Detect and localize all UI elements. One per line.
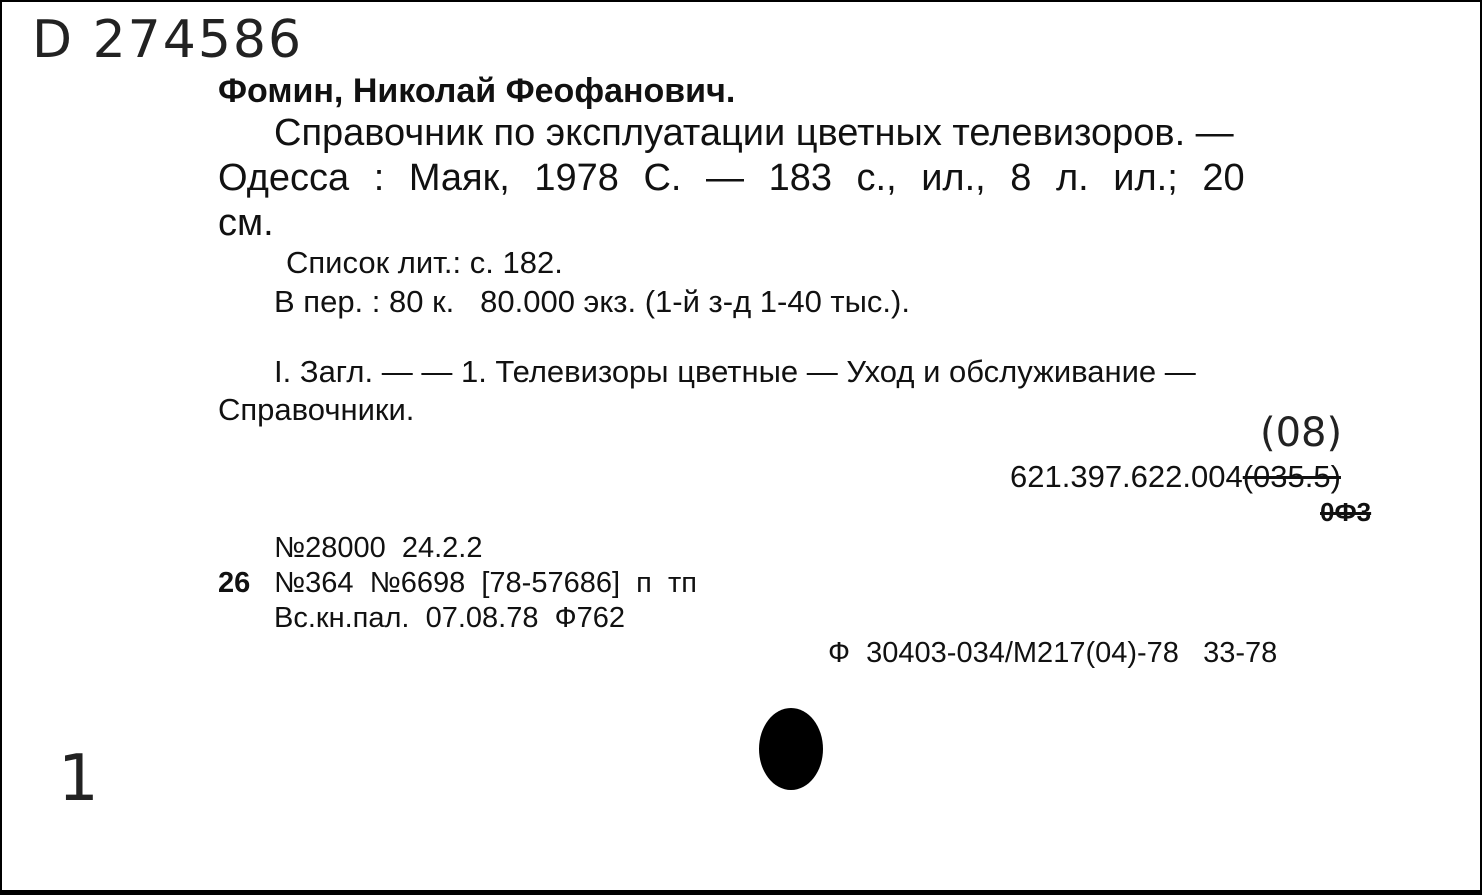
price-line: В пер. : 80 к. 80.000 экз. (1-й з-д 1-40 тыс.).: [274, 284, 910, 319]
order-line-3: Вс.кн.пал. 07.08.78 Ф762: [274, 602, 626, 634]
publisher-code: Ф 30403-034/М217(04)-78 33-78: [828, 637, 1278, 669]
bibliography-note: Список лит.: с. 182.: [286, 245, 563, 280]
udc-struck-part: (035.5): [1242, 459, 1341, 494]
order-line-2: №364 №6698 [78-57686] п тп: [274, 567, 697, 599]
udc-number: 621.397.622.004: [1010, 459, 1243, 494]
author-heading: Фомин, Николай Феофанович.: [218, 72, 736, 110]
inventory-number: D 274586: [32, 10, 304, 70]
handwritten-corner-number: 1: [58, 742, 99, 816]
catalog-card: [2, 2, 1480, 890]
punch-hole: [759, 708, 823, 790]
title-line-1: Справочник по эксплуатации цветных телевизоров. —: [274, 112, 1234, 154]
title-line-2: Одесса : Маяк, 1978 С. — 183 с., ил., 8 л. ил.; 20: [218, 157, 1245, 199]
udc-code: [1010, 459, 1341, 495]
order-prefix: 26: [218, 567, 251, 599]
title-line-3: см.: [218, 202, 274, 244]
struck-code: 0Ф3: [1320, 497, 1372, 527]
order-line-1: №28000 24.2.2: [274, 532, 483, 564]
handwritten-class-code: (08): [1260, 410, 1343, 456]
subject-line-1: I. Загл. — — 1. Телевизоры цветные — Уход и обслуживание —: [274, 354, 1196, 389]
subject-line-2: Справочники.: [218, 392, 415, 427]
